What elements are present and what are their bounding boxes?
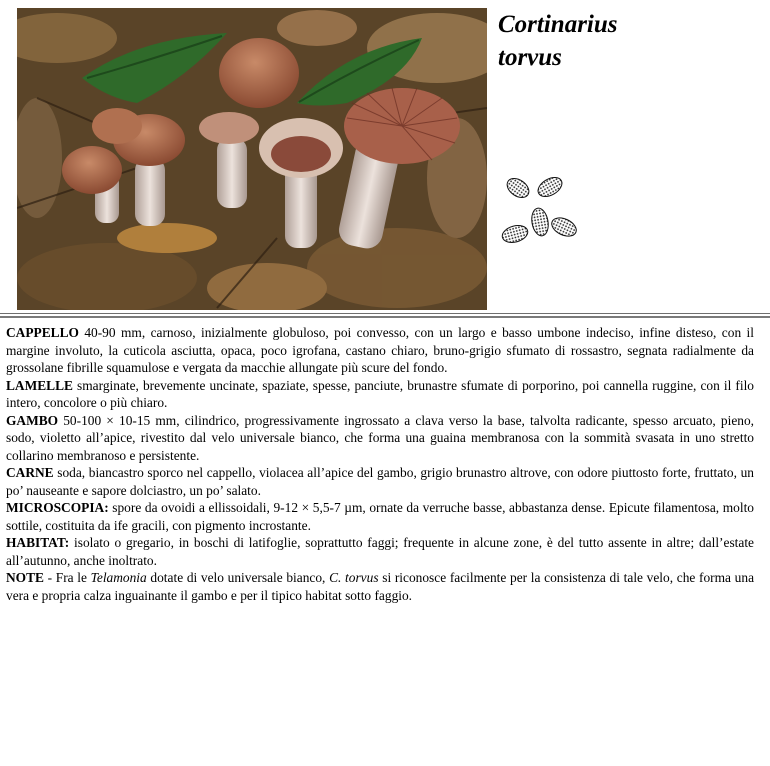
carne-text: soda, biancastro sporco nel cappello, violacea all’apice del gambo, grigio brunastro altrove, con odore piuttosto forte, fruttato, un po’ nauseante e sapore dolciastro, un po’ salato. — [6, 465, 754, 498]
cappello-label: CAPPELLO — [6, 325, 79, 340]
divider-line — [0, 313, 770, 314]
mushroom-photo — [17, 8, 487, 310]
gambo-paragraph — [6, 412, 754, 465]
carne-paragraph — [6, 464, 754, 499]
note-text-a: - Fra le — [43, 570, 91, 585]
species-title — [498, 8, 618, 74]
species-epithet: torvus — [498, 44, 562, 71]
note-italic-b: C. torvus — [329, 570, 379, 585]
microscopia-text: spore da ovoidi a ellissoidali, 9-12 × 5,5-7 µm, ornate da verruche basse, abbastanza dense. Epicute filamentosa, molto sottile, costituita da ife gracili, con pigmento incrostante. — [6, 500, 754, 533]
habitat-paragraph — [6, 534, 754, 569]
microscopia-paragraph — [6, 499, 754, 534]
note-italic-a: Telamonia — [90, 570, 147, 585]
genus-name: Cortinarius — [498, 11, 618, 38]
cappello-paragraph — [6, 324, 754, 377]
microscopia-label: MICROSCOPIA: — [6, 500, 109, 515]
lamelle-label: LAMELLE — [6, 377, 73, 393]
gambo-label: GAMBO — [6, 412, 59, 428]
divider-line-thick — [0, 316, 770, 318]
gambo-text: 50-100 × 10-15 mm, cilindrico, progressivamente ingrossato a clava verso la base, talvolta radicante, spesso arcuato, pieno, sodo, violetto all’apice, rivestito dal velo universale bianco, che forma una guaina membranosa con la sommità svasata in uno stretto collarino membranoso e persistente. — [6, 412, 754, 463]
note-text-c: si riconosce facilmente per la consistenza di tale velo, che forma una vera e propria calza inguainante il gambo e per il tipico habitat sotto faggio. — [6, 570, 755, 603]
lamelle-paragraph — [6, 377, 754, 412]
description-text — [6, 324, 754, 604]
note-paragraph — [6, 569, 754, 604]
habitat-text: isolato o gregario, in boschi di latifoglie, soprattutto faggi; frequente in alcune zone, è del tutto assente in altre; dall’estate all’autunno, anche inoltrato. — [6, 535, 754, 568]
note-text-b: dotate di velo universale bianco, — [146, 570, 330, 585]
cappello-text: 40-90 mm, carnoso, inizialmente globuloso, poi convesso, con un largo e basso umbone indeciso, infine disteso, con il margine involuto, la cuticola asciutta, opaca, poco igrofana, castano chiaro, bruno-grigio sfumato di rossastro, segnata radialmente da grossolane fibrille squamulose e vergata da macchie allungate più scure del fondo. — [6, 325, 754, 375]
lamelle-text: smarginate, brevemente uncinate, spaziate, spesse, panciute, brunastre sfumate di porporino, poi cannella ruggine, con il filo intero, concolore o più chiaro. — [6, 377, 754, 410]
note-label: NOTE — [6, 570, 44, 585]
spore-drawing — [498, 170, 582, 250]
habitat-label: HABITAT: — [6, 535, 70, 550]
carne-label: CARNE — [6, 465, 54, 480]
